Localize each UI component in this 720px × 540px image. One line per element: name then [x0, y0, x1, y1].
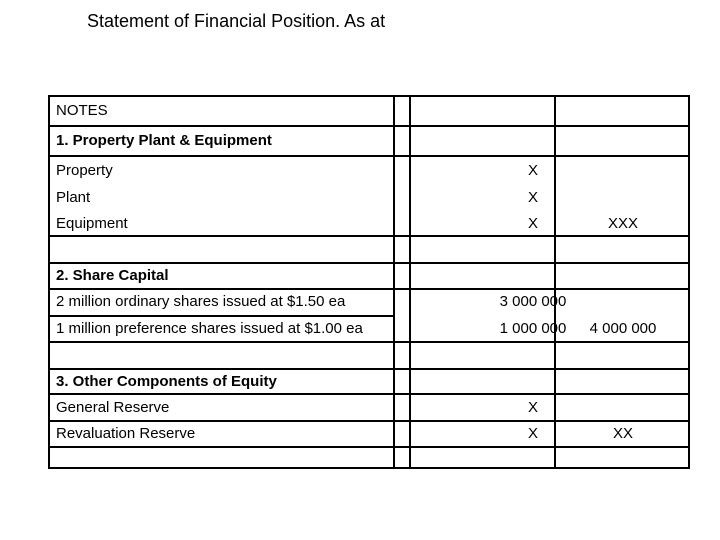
row-amount-ordinary-shares: 3 000 000: [499, 293, 567, 310]
row-amount-plant: X: [527, 189, 538, 206]
row-amount-preference-shares: 1 000 000: [499, 320, 567, 337]
row-label-revaluation-reserve: Revaluation Reserve: [56, 425, 196, 442]
row-divider: [50, 288, 688, 290]
row-divider: [50, 393, 688, 395]
row-total-other-equity: XX: [612, 425, 633, 442]
row-divider: [50, 341, 688, 343]
row-label-general-reserve: General Reserve: [56, 399, 170, 416]
row-amount-revaluation-reserve: X: [527, 425, 538, 442]
page-title: Statement of Financial Position. As at: [87, 11, 386, 31]
row-amount-general-reserve: X: [527, 399, 538, 416]
row-amount-property: X: [527, 162, 538, 179]
notes-header: NOTES: [56, 102, 108, 119]
row-divider: [50, 235, 688, 237]
section-heading-share-capital: 2. Share Capital: [56, 267, 169, 284]
column-divider: [409, 97, 411, 467]
row-label-equipment: Equipment: [56, 215, 128, 232]
row-divider: [50, 125, 688, 127]
row-label-preference-shares: 1 million preference shares issued at $1.00 ea: [56, 320, 363, 337]
row-divider: [50, 420, 688, 422]
row-total-share-capital: 4 000 000: [589, 320, 657, 337]
section-heading-other-equity: 3. Other Components of Equity: [56, 373, 277, 390]
row-label-ordinary-shares: 2 million ordinary shares issued at $1.50 ea: [56, 293, 346, 310]
row-total-ppe: XXX: [607, 215, 638, 232]
row-label-property: Property: [56, 162, 113, 179]
row-divider: [50, 155, 688, 157]
row-label-plant: Plant: [56, 189, 91, 206]
row-divider: [50, 262, 688, 264]
row-divider: [50, 315, 395, 317]
row-divider: [50, 368, 688, 370]
row-divider: [50, 446, 688, 448]
section-heading-ppe: 1. Property Plant & Equipment: [56, 132, 272, 149]
column-divider: [393, 97, 395, 467]
financial-position-table: [48, 95, 690, 469]
row-amount-equipment: X: [527, 215, 538, 232]
